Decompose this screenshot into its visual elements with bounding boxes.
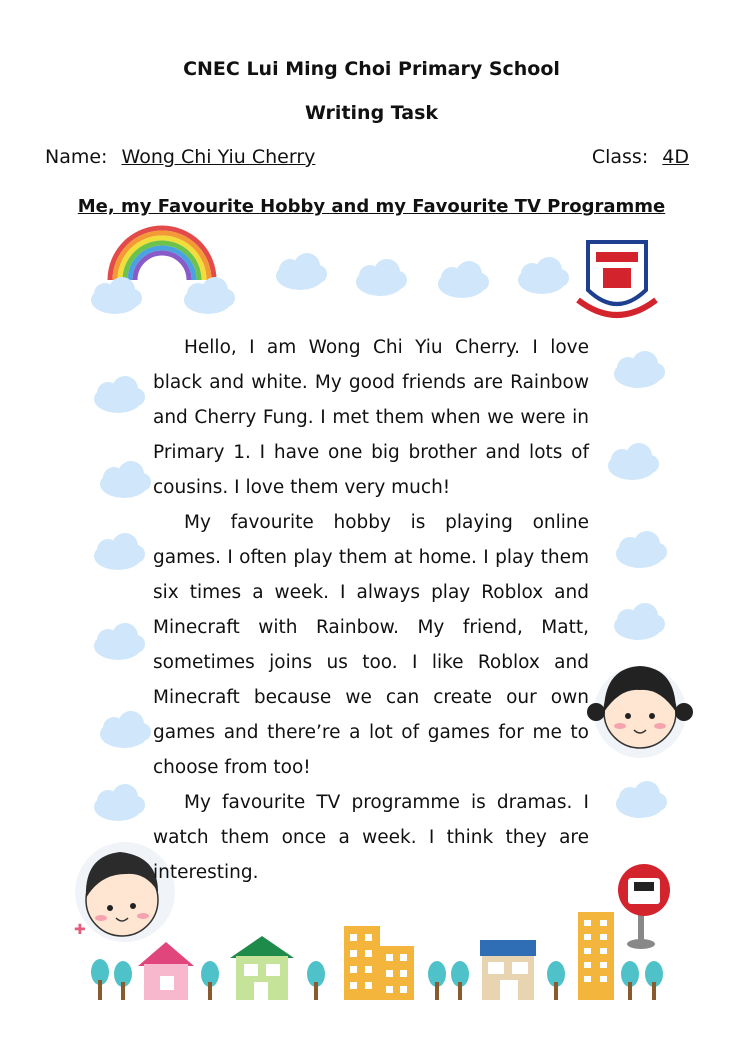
cloud-icon — [616, 781, 667, 818]
girl-face-icon — [587, 666, 693, 758]
cloud-icon — [94, 376, 145, 413]
paragraph: My favourite hobby is playing online games. I often play them at home. I play them six times a week. I always play Roblox and Minecraft with Rainbow. My friend, Matt, sometimes joins us too. I like Roblox and Minecraft because we can create our own games and there’re a lot of games for me to choose from too! — [153, 512, 589, 778]
building-icon — [344, 926, 414, 1000]
building-icon — [480, 940, 536, 1000]
house-icon — [230, 936, 294, 1000]
cloud-icon — [614, 351, 665, 388]
class-value: 4D — [662, 146, 689, 168]
tree-icon — [307, 961, 325, 1000]
cloud-icon — [94, 623, 145, 660]
house-icon — [138, 942, 194, 1000]
name-value: Wong Chi Yiu Cherry — [121, 146, 316, 168]
cloud-icon — [438, 261, 489, 298]
tree-icon — [428, 961, 446, 1000]
paragraph: Hello, I am Wong Chi Yiu Cherry. I love black and white. My good friends are Rainbow and Cherry Fung. I met them when we were in Primary 1. I have one big brother and lots of cousins. I love them very much! — [153, 337, 589, 498]
cloud-icon — [100, 461, 151, 498]
rainbow-icon — [91, 228, 235, 314]
task-title: Writing Task — [304, 102, 439, 124]
cloud-icon — [608, 443, 659, 480]
cloud-icon — [616, 531, 667, 568]
bus-stop-sign-icon — [618, 864, 670, 949]
tree-icon — [114, 961, 132, 1000]
cloud-icon — [356, 259, 407, 296]
tree-icon — [451, 961, 469, 1000]
tree-icon — [547, 961, 565, 1000]
name-label: Name: — [45, 146, 108, 168]
cloud-icon — [94, 533, 145, 570]
cloud-icon — [94, 784, 145, 821]
cloud-icon — [276, 253, 327, 290]
name-row — [45, 146, 323, 168]
street-scene — [91, 912, 663, 1000]
tree-icon — [621, 961, 639, 1000]
svg-text:✚: ✚ — [74, 922, 86, 938]
class-row — [592, 146, 697, 168]
class-label: Class: — [591, 146, 649, 168]
tree-icon — [201, 961, 219, 1000]
school-name: CNEC Lui Ming Choi Primary School — [183, 58, 560, 80]
building-icon — [578, 912, 614, 1000]
cloud-icon — [100, 711, 151, 748]
cloud-icon — [614, 603, 665, 640]
essay-body — [153, 330, 589, 890]
cloud-icon — [518, 257, 569, 294]
tree-icon — [645, 961, 663, 1000]
paragraph: My favourite TV programme is dramas. I watch them once a week. I think they are interesting. — [153, 792, 589, 883]
topic-title: Me, my Favourite Hobby and my Favourite TV Programme — [77, 196, 666, 217]
school-logo — [578, 242, 656, 315]
tree-icon — [91, 959, 109, 1000]
